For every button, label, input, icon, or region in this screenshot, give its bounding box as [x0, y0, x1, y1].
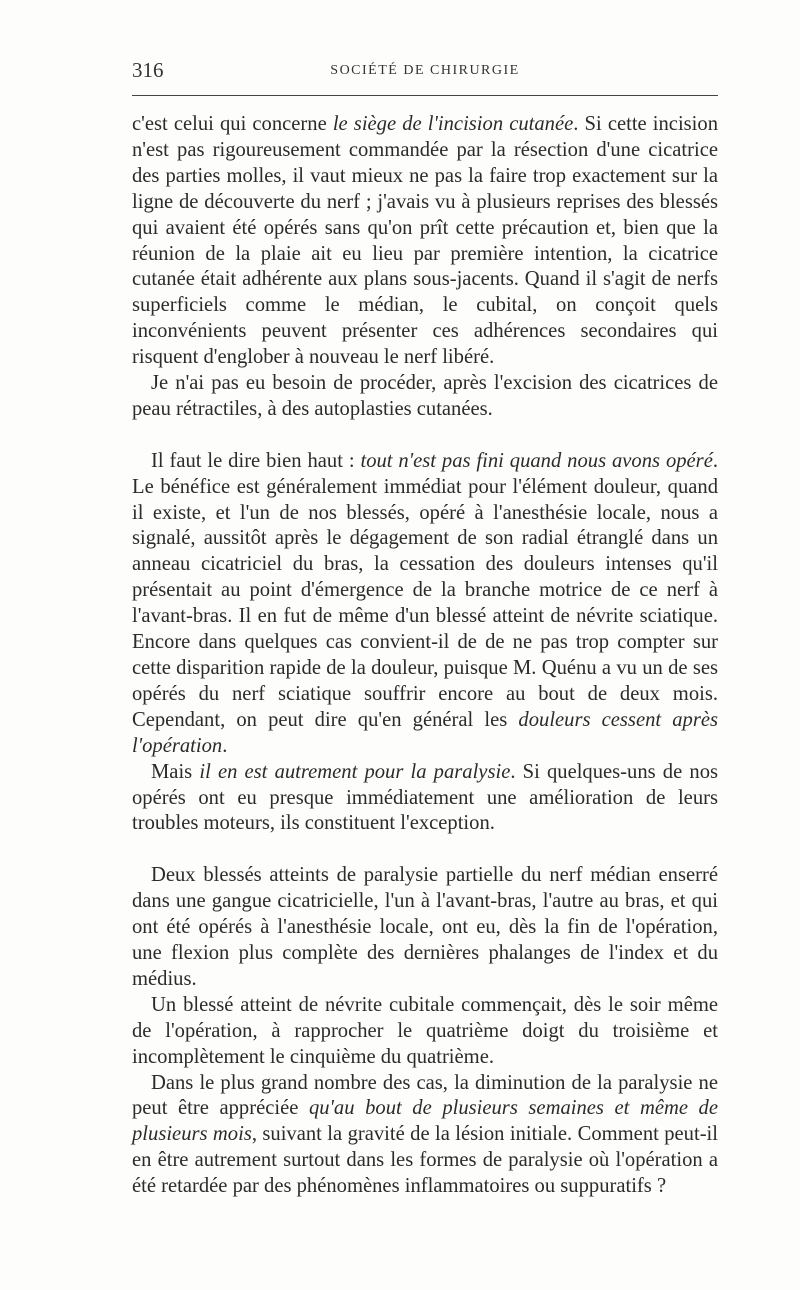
paragraph [132, 112, 718, 371]
italic-run: qu'au bout de plusieurs semaines et même de plusieurs mois [132, 1097, 718, 1146]
text-run: . [222, 734, 228, 757]
text-run: Deux blessés atteints de paralysie partielle du nerf médian enserré dans une gangue cicatricielle, l'un à l'avant-bras, l'autre au bras, et qui ont été opérés à l'anesthésie locale, ont eu, dès la fin de l'opération, une flexion plus complète des dernières phalanges de l'index et du médius. [132, 864, 718, 990]
text-run: . Le bénéfice est généralement immédiat pour l'élément douleur, quand il existe, et l'un de nos blessés, opéré à l'anesthésie locale, nous a signalé, aussitôt après le dégagement de son radial étranglé dans un anneau cicatriciel du bras, la cessation des douleurs intenses qu'il présentait au point d'émergence de la branche motrice de ce nerf à l'avant-bras. Il en fut de même d'un blessé atteint de névrite sciatique. Encore dans quelques cas convient-il de de ne pas trop compter sur cette disparition rapide de la douleur, puisque M. Quénu a vu un de ses opérés du nerf sciatique souffrir encore au bout de deux mois. Cependant, on peut dire qu'en général les [132, 449, 718, 731]
text-run: . Si quelques-uns de nos opérés ont eu presque immédiatement une amélioration de leurs troubles moteurs, ils constituent l'exception. [132, 760, 718, 835]
text-run: . Si cette incision n'est pas rigoureusement commandée par la résection d'une cicatrice des parties molles, il vaut mieux ne pas la faire trop exactement sur la ligne de découverte du nerf ; j'avais vu à plusieurs reprises des blessés qui avaient été opérés sans qu'on prît cette précaution et, bien que la réunion de la plaie ait eu lieu par première intention, la cicatrice cutanée était adhérente aux plans sous-jacents. Quand il s'agit de nerfs superficiels comme le médian, le cubital, on conçoit quels inconvénients peuvent présenter ces adhérences secondaires qui risquent d'englober à nouveau le nerf libéré. [132, 113, 719, 369]
italic-run: tout n'est pas fini quand nous avons opéré [360, 449, 713, 472]
italic-run: il en est autrement pour la paralysie [199, 760, 511, 783]
text-run: Il faut le dire bien haut : [151, 449, 361, 472]
paragraph [132, 449, 718, 760]
page-number: 316 [132, 58, 164, 82]
italic-run: douleurs cessent après l'opération [132, 708, 718, 757]
paragraph [132, 760, 718, 838]
text-run: Dans le plus grand nombre des cas, la diminution de la paralysie ne peut être appréciée [132, 1071, 718, 1120]
page-header [132, 58, 718, 88]
paragraph [132, 993, 718, 1071]
running-head: SOCIÉTÉ DE CHIRURGIE [330, 63, 520, 78]
body-text [132, 112, 718, 1200]
paragraph [132, 1071, 718, 1201]
paragraph [132, 371, 718, 423]
paragraph [132, 863, 718, 993]
text-run: , suivant la gravité de la lésion initiale. Comment peut-il en être autrement surtout dans les formes de paralysie où l'opération a été retardée par des phénomènes inflammatoires ou suppuratifs ? [132, 1123, 719, 1198]
text-run: c'est celui qui concerne [132, 113, 333, 135]
text-run: Un blessé atteint de névrite cubitale commençait, dès le soir même de l'opération, à rapprocher le quatrième doigt du troisième et incomplètement le cinquième du quatrième. [132, 993, 718, 1068]
italic-run: le siège de l'incision cutanée [332, 113, 574, 135]
text-run: Je n'ai pas eu besoin de procéder, après l'excision des cicatrices de peau rétractiles, à des autoplasties cutanées. [132, 372, 718, 420]
header-rule [132, 95, 718, 96]
text-run: Mais [151, 760, 200, 783]
